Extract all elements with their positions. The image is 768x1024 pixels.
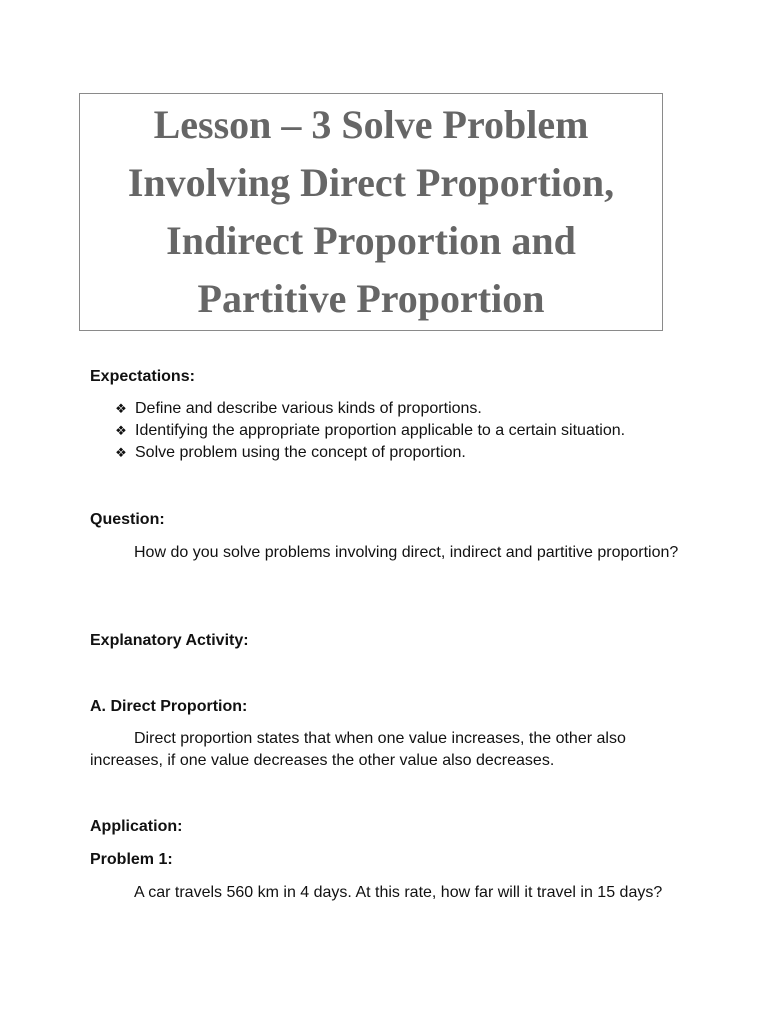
expectation-text: Define and describe various kinds of proportions. (135, 400, 482, 417)
problem-1-heading: Problem 1: (90, 851, 173, 868)
lesson-title-line-4: Partitive Proportion (197, 276, 545, 321)
list-item (114, 398, 625, 420)
expectations-heading: Expectations: (90, 368, 195, 385)
question-heading: Question: (90, 511, 165, 528)
explanatory-activity-heading: Explanatory Activity: (90, 632, 249, 649)
direct-proportion-text: Direct proportion states that when one value increases, the other also increases, if one value decreases the other value also decreases. (90, 730, 626, 769)
direct-proportion-heading: A. Direct Proportion: (90, 698, 248, 715)
expectation-text: Solve problem using the concept of proportion. (135, 444, 466, 461)
expectations-list (114, 398, 625, 464)
problem-1-text: A car travels 560 km in 4 days. At this rate, how far will it travel in 15 days? (134, 884, 663, 901)
diamond-bullet-icon: ❖ (115, 401, 127, 416)
expectation-text: Identifying the appropriate proportion applicable to a certain situation. (135, 422, 626, 439)
lesson-title-box (79, 93, 663, 331)
question-text: How do you solve problems involving direct, indirect and partitive proportion? (134, 544, 679, 561)
lesson-title-line-2: Involving Direct Proportion, (127, 160, 615, 205)
diamond-bullet-icon: ❖ (115, 423, 127, 438)
lesson-title-line-3: Indirect Proportion and (166, 218, 576, 263)
diamond-bullet-icon: ❖ (115, 445, 127, 460)
list-item (114, 442, 625, 464)
lesson-title-line-1: Lesson – 3 Solve Problem (153, 102, 589, 147)
application-heading: Application: (90, 818, 183, 835)
list-item (114, 420, 625, 442)
